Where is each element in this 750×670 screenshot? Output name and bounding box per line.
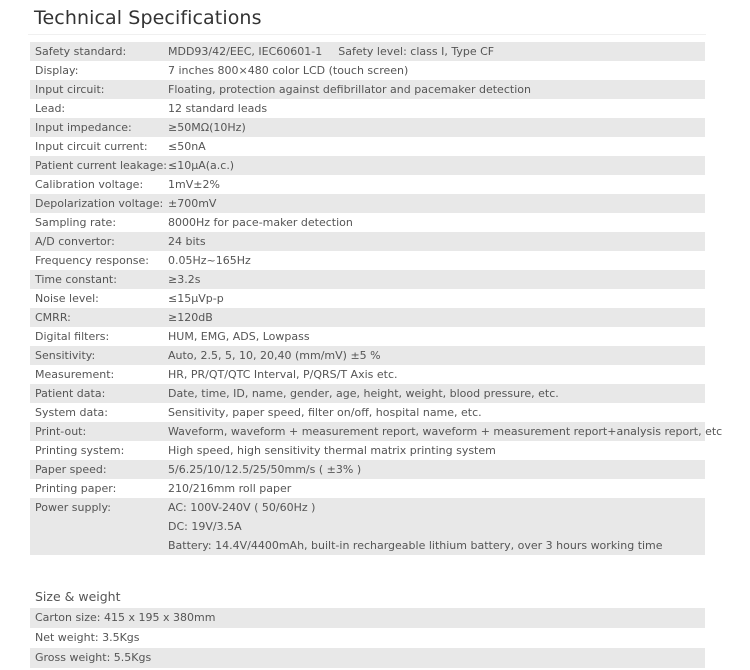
spec-row (30, 441, 705, 460)
spec-label: Patient current leakage: (35, 159, 167, 172)
spec-label: Safety standard: (35, 45, 127, 58)
spec-label: A/D convertor: (35, 235, 115, 248)
spec-value: 24 bits (168, 235, 206, 248)
spec-row (30, 289, 705, 308)
spec-value: Date, time, ID, name, gender, age, height, weight, blood pressure, etc. (168, 387, 559, 400)
spec-row (30, 327, 705, 346)
spec-value: ≥50MΩ(10Hz) (168, 121, 246, 134)
spec-value: ≥120dB (168, 311, 213, 324)
spec-row (30, 42, 705, 61)
spec-row (30, 270, 705, 289)
spec-label: Frequency response: (35, 254, 149, 267)
spec-label: Input circuit current: (35, 140, 148, 153)
spec-label: Paper speed: (35, 463, 107, 476)
spec-value-cell (168, 99, 705, 118)
spec-label: Printing system: (35, 444, 125, 457)
spec-extra-value: Safety level: class I, Type CF (338, 45, 495, 58)
spec-label: Display: (35, 64, 79, 77)
spec-value-cell (168, 365, 705, 384)
page-title: Technical Specifications (34, 7, 262, 29)
specifications-table (30, 42, 723, 555)
spec-row (30, 61, 705, 80)
spec-value: ±700mV (168, 197, 217, 210)
spec-value: 0.05Hz~165Hz (168, 254, 251, 267)
spec-value-cell (168, 42, 705, 61)
spec-value-cell (168, 308, 705, 327)
spec-row (30, 118, 705, 137)
spec-label: Noise level: (35, 292, 99, 305)
spec-value-cell (168, 327, 705, 346)
spec-row (30, 194, 705, 213)
spec-value-cell (168, 346, 705, 365)
power-supply-row (30, 498, 705, 555)
spec-label: Input impedance: (35, 121, 132, 134)
spec-row (30, 99, 705, 118)
spec-value-cell (168, 403, 705, 422)
size-weight-table (30, 608, 705, 668)
spec-value: 7 inches 800×480 color LCD (touch screen) (168, 64, 409, 77)
spec-value-cell (168, 441, 705, 460)
spec-label: Printing paper: (35, 482, 117, 495)
size-weight-row: Carton size: 415 x 195 x 380mm (30, 608, 705, 628)
power-supply-values (168, 498, 705, 555)
spec-value: ≥3.2s (168, 273, 201, 286)
spec-value-cell (168, 80, 705, 99)
power-supply-line: DC: 19V/3.5A (168, 520, 242, 533)
title-divider (28, 34, 706, 35)
spec-value-cell (168, 384, 705, 403)
spec-label: Power supply: (35, 501, 111, 514)
spec-value: ≤10μA(a.c.) (168, 159, 235, 172)
spec-row (30, 422, 723, 441)
spec-row (30, 80, 705, 99)
spec-value-cell (168, 213, 705, 232)
size-weight-row: Gross weight: 5.5Kgs (30, 648, 705, 668)
spec-value: Waveform, waveform + measurement report, waveform + measurement report+analysis report, etc (168, 425, 723, 438)
spec-value: 210/216mm roll paper (168, 482, 292, 495)
spec-value: High speed, high sensitivity thermal matrix printing system (168, 444, 496, 457)
spec-row (30, 384, 705, 403)
spec-value: HUM, EMG, ADS, Lowpass (168, 330, 310, 343)
spec-value-cell (168, 175, 705, 194)
spec-value: 12 standard leads (168, 102, 268, 115)
spec-value: 5/6.25/10/12.5/25/50mm/s ( ±3% ) (168, 463, 362, 476)
spec-row (30, 346, 705, 365)
spec-value-cell (168, 156, 705, 175)
spec-row (30, 213, 705, 232)
spec-label: Time constant: (35, 273, 117, 286)
spec-value: Auto, 2.5, 5, 10, 20,40 (mm/mV) ±5 % (168, 349, 381, 362)
spec-value-cell (168, 270, 705, 289)
spec-label: Lead: (35, 102, 66, 115)
spec-row (30, 232, 705, 251)
spec-label: System data: (35, 406, 108, 419)
spec-value-cell (168, 137, 705, 156)
spec-row (30, 156, 705, 175)
spec-label: Calibration voltage: (35, 178, 144, 191)
spec-value-cell (168, 251, 705, 270)
spec-row (30, 479, 705, 498)
spec-row (30, 175, 705, 194)
spec-value: 8000Hz for pace-maker detection (168, 216, 353, 229)
spec-label: Sampling rate: (35, 216, 117, 229)
spec-label: Digital filters: (35, 330, 110, 343)
spec-label: Measurement: (35, 368, 115, 381)
spec-value-cell (168, 232, 705, 251)
spec-row (30, 365, 705, 384)
spec-value-cell (168, 194, 705, 213)
spec-value-cell (168, 460, 705, 479)
spec-value-cell (168, 422, 722, 441)
power-supply-line: AC: 100V-240V ( 50/60Hz ) (168, 501, 316, 514)
spec-label: Patient data: (35, 387, 106, 400)
spec-value: ≤15μVp-p (168, 292, 224, 305)
spec-row (30, 308, 705, 327)
spec-label: Depolarization voltage: (35, 197, 164, 210)
spec-row (30, 403, 705, 422)
spec-value: 1mV±2% (168, 178, 220, 191)
spec-value-cell (168, 479, 705, 498)
spec-row (30, 137, 705, 156)
spec-value-cell (168, 61, 705, 80)
spec-label: Sensitivity: (35, 349, 96, 362)
spec-row (30, 460, 705, 479)
spec-value-cell (168, 118, 705, 137)
spec-label: Input circuit: (35, 83, 105, 96)
spec-value: MDD93/42/EEC, IEC60601-1 (168, 45, 323, 58)
spec-value: Sensitivity, paper speed, filter on/off, hospital name, etc. (168, 406, 482, 419)
spec-row (30, 251, 705, 270)
spec-value: HR, PR/QT/QTC Interval, P/QRS/T Axis etc. (168, 368, 398, 381)
size-weight-row: Net weight: 3.5Kgs (35, 631, 140, 644)
power-supply-line: Battery: 14.4V/4400mAh, built-in rechargeable lithium battery, over 3 hours working time (168, 539, 663, 552)
spec-value: ≤50nA (168, 140, 206, 153)
spec-value: Floating, protection against defibrillator and pacemaker detection (168, 83, 531, 96)
spec-value-cell (168, 289, 705, 308)
size-weight-header: Size & weight (35, 589, 121, 604)
spec-label: Print-out: (35, 425, 87, 438)
spec-label: CMRR: (35, 311, 71, 324)
